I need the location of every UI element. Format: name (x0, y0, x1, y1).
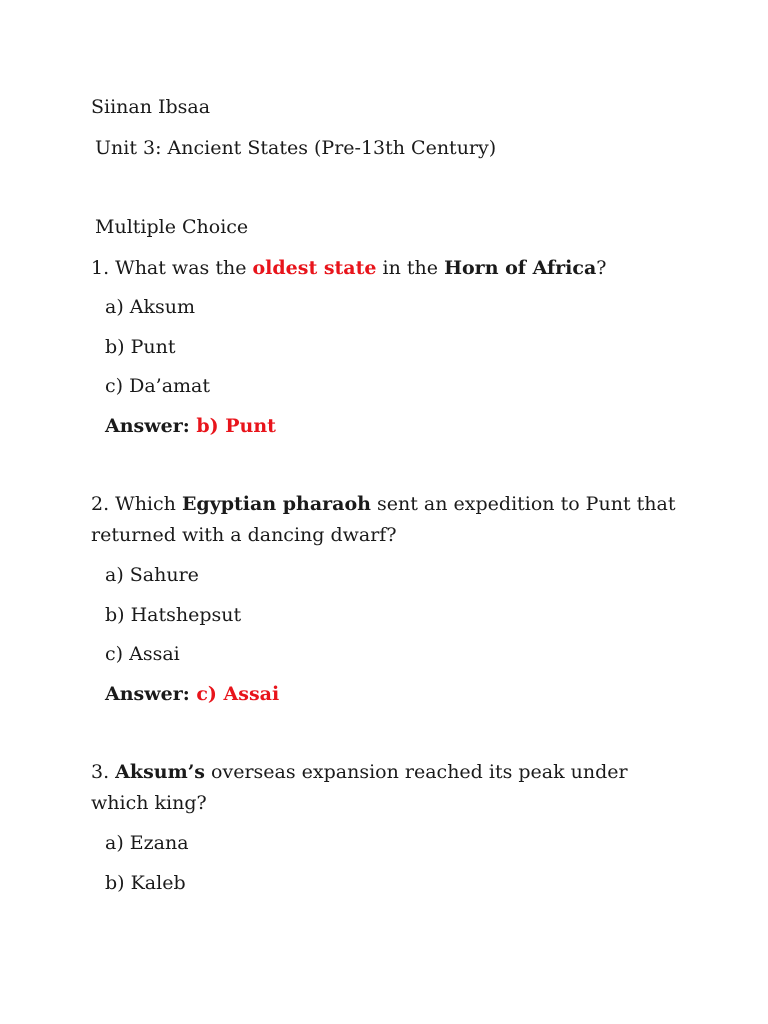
question-1-suffix: ? (596, 257, 607, 279)
author-name: Siinan Ibsaa (91, 96, 211, 118)
question-2-term: Egyptian pharaoh (181, 493, 371, 515)
q1-option-a: a) Aksum (105, 296, 196, 318)
question-3-suffix: overseas expansion reached its peak under which king? (91, 761, 628, 814)
question-3-term: Aksum’s (115, 761, 206, 783)
question-3 (91, 757, 691, 819)
question-1-term: Horn of Africa (444, 257, 597, 279)
question-1-highlight: oldest state (252, 257, 377, 279)
q1-answer (105, 414, 276, 438)
q2-option-b: b) Hatshepsut (105, 604, 242, 626)
q2-option-c: c) Assai (105, 643, 180, 665)
q2-option-a: a) Sahure (105, 564, 199, 586)
q2-answer-value: c) Assai (196, 683, 280, 705)
q1-answer-value: b) Punt (196, 415, 276, 437)
q3-option-a: a) Ezana (105, 832, 189, 854)
question-2 (91, 489, 691, 551)
question-1-middle: in the (376, 257, 445, 279)
q2-answer-label: Answer: (105, 683, 190, 705)
q2-answer (105, 682, 279, 706)
section-heading: Multiple Choice (95, 216, 249, 238)
q1-option-c: c) Da’amat (105, 375, 211, 397)
question-2-prefix: 2. Which (91, 493, 182, 515)
question-3-prefix: 3. (91, 761, 116, 783)
question-2-suffix: sent an expedition to Punt that returned with a dancing dwarf? (91, 493, 676, 546)
q1-option-b: b) Punt (105, 336, 176, 358)
unit-title: Unit 3: Ancient States (Pre-13th Century) (95, 137, 497, 159)
q3-option-b: b) Kaleb (105, 872, 186, 894)
question-1 (91, 256, 606, 280)
q1-answer-label: Answer: (105, 415, 190, 437)
question-1-prefix: 1. What was the (91, 257, 253, 279)
